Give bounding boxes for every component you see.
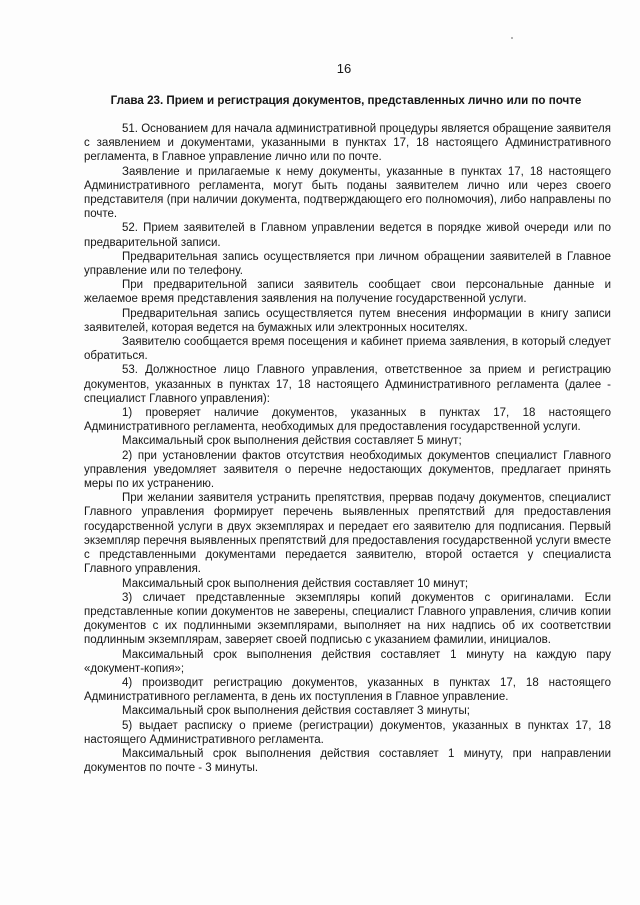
paragraph: При желании заявителя устранить препятствия, прервав подачу документов, специалист Главного управления формирует перечень выявленных препятствий для предоставления государственной услуги в двух экземплярах и передает его заявителю для подписания. Первый экземпляр перечня выявленных препятствий для предоставления государственной услуги вместе с представленными документами передается заявителю, второй остается у специалиста Главного управления. [84,492,611,576]
paragraph: Максимальный срок выполнения действия составляет 1 минуту на каждую пару «документ-копия»; [84,648,611,675]
paragraph: Заявителю сообщается время посещения и кабинет приема заявления, в который следует обратиться. [84,336,611,363]
paragraph: 4) производит регистрацию документов, указанных в пунктах 17, 18 настоящего Административного регламента, в день их поступления в Главное управление. [84,676,611,704]
paragraph: 5) выдает расписку о приеме (регистрации) документов, указанных в пунктах 17, 18 настоящего Административного регламента. [84,719,611,746]
paragraph: Заявление и прилагаемые к нему документы, указанные в пунктах 17, 18 настоящего Административного регламента, могут быть поданы заявителем лично или через своего представителя (при наличии документа, подтверждающего его полномочия), либо направлены по почте. [84,165,611,221]
chapter-heading: Глава 23. Прием и регистрация документов, представленных лично или по почте [110,94,582,107]
scan-dot-mark [511,37,513,39]
paragraph: 2) при установлении фактов отсутствия необходимых документов специалист Главного управления уведомляет заявителя о перечне недостающих документов, предлагает принять меры по их устранению. [84,449,611,491]
paragraph: 51. Основанием для начала административной процедуры является обращение заявителя с заявлением и документами, указанными в пунктах 17, 18 настоящего Административного регламента, в Главное управление лично или по почте. [84,123,611,164]
page-number: 16 [336,61,352,76]
paragraph: 52. Прием заявителей в Главном управлении ведется в порядке живой очереди или по предварительной записи. [84,222,611,249]
paragraph: Предварительная запись осуществляется путем внесения информации в книгу записи заявителей, которая ведется на бумажных или электронных носителях. [84,307,611,334]
paragraph: 1) проверяет наличие документов, указанных в пунктах 17, 18 настоящего Административного регламента, необходимых для предоставления государственной услуги. [84,407,611,434]
paragraph: Предварительная запись осуществляется при личном обращении заявителей в Главное управление или по телефону. [84,250,611,278]
paragraph: Максимальный срок выполнения действия составляет 5 минут; [122,435,462,448]
paragraph: 53. Должностное лицо Главного управления, ответственное за прием и регистрацию документов, указанных в пунктах 17, 18 настоящего Административного регламента (далее - специалист Главного управления): [84,364,611,405]
paragraph: Максимальный срок выполнения действия составляет 3 минуты; [122,705,470,718]
document-body [84,122,611,775]
paragraph: 3) сличает представленные экземпляры копий документов с оригиналами. Если представленные копии документов не заверены, специалист Главного управления, сличив копии документов с их подлинными экземплярами, выполняет на них надпись об их соответствии подлинным экземплярам, заверяет своей подписью с указанием фамилии, инициалов. [84,591,611,647]
paragraph: Максимальный срок выполнения действия составляет 1 минуту, при направлении документов по почте - 3 минуты. [84,747,611,775]
paragraph: При предварительной записи заявитель сообщает свои персональные данные и желаемое время представления заявления на получение государственной услуги. [84,279,611,306]
paragraph: Максимальный срок выполнения действия составляет 10 минут; [122,577,469,590]
